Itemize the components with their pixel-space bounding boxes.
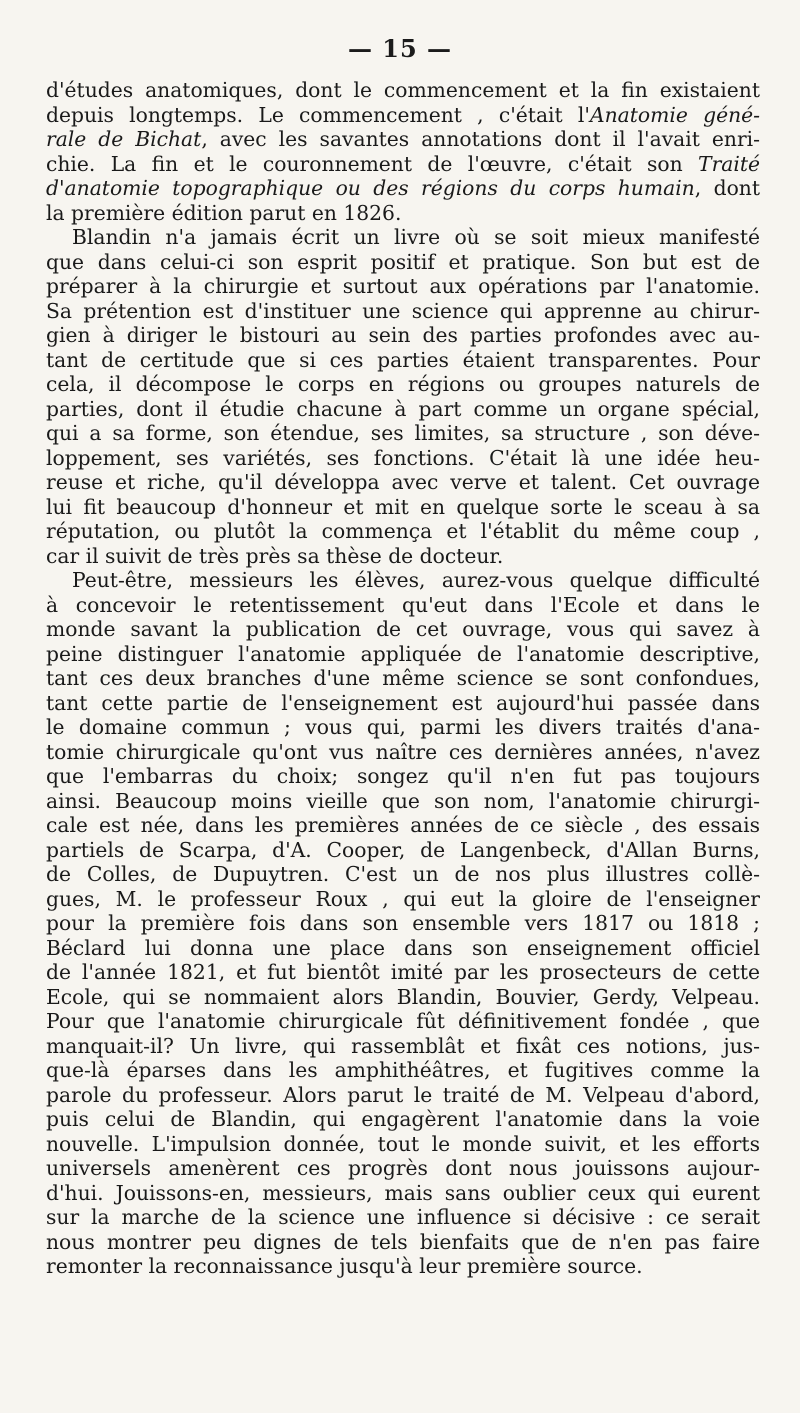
text-line	[46, 1181, 760, 1206]
text-segment: cela, il décompose le corps en régions ou groupes naturels de	[46, 372, 760, 396]
text-segment: reuse et riche, qu'il développa avec verve et talent. Cet ouvrage	[46, 470, 760, 494]
text-segment: la première édition parut en 1826.	[46, 200, 402, 225]
text-segment: depuis longtemps. Le commencement , c'était l'	[46, 102, 590, 127]
text-segment: que-là éparses dans les amphithéâtres, et fugitives comme la	[46, 1058, 760, 1082]
text-segment: cale est née, dans les premières années de ce siècle , des essais	[46, 813, 760, 837]
text-line	[46, 862, 760, 887]
text-line	[46, 225, 760, 250]
text-line	[46, 519, 760, 544]
text-line	[46, 274, 760, 299]
text-segment: tomie chirurgicale qu'ont vus naître ces dernières années, n'avez	[46, 739, 760, 764]
text-line	[46, 495, 760, 520]
text-line	[46, 911, 760, 936]
text-line	[46, 1205, 760, 1230]
text-segment: Pour que l'anatomie chirurgicale fût définitivement fondée , que	[46, 1009, 760, 1033]
text-line	[46, 617, 760, 642]
italic-text: rale de Bichat	[46, 127, 202, 151]
text-segment: remonter la reconnaissance jusqu'à leur première source.	[46, 1254, 643, 1278]
text-line	[46, 397, 760, 422]
text-line	[46, 813, 760, 838]
text-segment: nouvelle. L'impulsion donnée, tout le monde suivit, et les efforts	[46, 1131, 760, 1156]
text-line	[46, 152, 760, 177]
text-line	[46, 1034, 760, 1059]
text-segment: pour la première fois dans son ensemble vers 1817 ou 1818 ;	[46, 911, 760, 935]
text-segment: d'études anatomiques, dont le commencement et la fin existaient	[46, 78, 760, 102]
text-segment: que l'embarras du choix; songez qu'il n'en fut pas toujours	[46, 764, 760, 788]
text-segment: monde savant la publication de cet ouvrage, vous qui savez à	[46, 617, 760, 641]
text-line	[46, 323, 760, 348]
text-segment: parole du professeur. Alors parut le traité de M. Velpeau d'abord,	[46, 1082, 760, 1107]
text-segment: peine distinguer l'anatomie appliquée de l'anatomie descriptive,	[46, 641, 760, 666]
text-line	[46, 1009, 760, 1034]
text-line	[46, 887, 760, 912]
text-line	[46, 201, 760, 226]
text-segment: Blandin n'a jamais écrit un livre où se soit mieux manifesté	[72, 225, 760, 249]
text-segment: de l'année 1821, et fut bientôt imité par les prosecteurs de cette	[46, 960, 760, 984]
text-line	[46, 740, 760, 765]
text-segment: de Colles, de Dupuytren. C'est un de nos plus illustres collè-	[46, 862, 760, 886]
text-segment: tant cette partie de l'enseignement est aujourd'hui passée dans	[46, 690, 760, 715]
text-segment: tant ces deux branches d'une même science se sont confondues,	[46, 666, 760, 690]
text-line	[46, 299, 760, 324]
text-line	[46, 985, 760, 1010]
text-line	[46, 1083, 760, 1108]
text-line	[46, 960, 760, 985]
text-line	[46, 1107, 760, 1132]
text-line	[46, 348, 760, 373]
text-segment: manquait-il? Un livre, qui rassemblât et fixât ces notions, jus-	[46, 1033, 760, 1058]
text-line	[46, 715, 760, 740]
text-line	[46, 470, 760, 495]
italic-text: Anatomie géné-	[589, 102, 760, 127]
text-segment: chie. La fin et le couronnement de l'œuvre, c'était son	[46, 151, 699, 176]
text-segment: Béclard lui donna une place dans son enseignement officiel	[46, 935, 760, 960]
text-segment: lui fit beaucoup d'honneur et mit en quelque sorte le sceau à sa	[46, 494, 760, 519]
text-segment: ainsi. Beaucoup moins vieille que son nom, l'anatomie chirurgi-	[46, 788, 760, 813]
text-line	[46, 642, 760, 667]
text-segment: Sa prétention est d'instituer une science qui apprenne au chirur-	[46, 298, 760, 323]
text-segment: , dont	[694, 176, 760, 200]
text-segment: partiels de Scarpa, d'A. Cooper, de Langenbeck, d'Allan Burns,	[46, 837, 760, 862]
italic-text: d'anatomie topographique ou des régions du corps humain	[46, 176, 695, 200]
text-line	[46, 372, 760, 397]
text-line	[46, 1230, 760, 1255]
text-segment: sur la marche de la science une influence si décisive : ce serait	[46, 1205, 760, 1229]
text-segment: que dans celui-ci son esprit positif et pratique. Son but est de	[46, 249, 760, 274]
text-segment: universels amenèrent ces progrès dont nous jouissons aujour-	[46, 1156, 760, 1180]
text-line	[46, 666, 760, 691]
text-segment: parties, dont il étudie chacune à part comme un organe spécial,	[46, 396, 760, 421]
text-segment: qui a sa forme, son étendue, ses limites, sa structure , son déve-	[46, 421, 760, 445]
text-segment: puis celui de Blandin, qui engagèrent l'anatomie dans la voie	[46, 1107, 760, 1131]
text-segment: gien à diriger le bistouri au sein des parties profondes avec au-	[46, 323, 760, 347]
text-segment: tant de certitude que si ces parties étaient transparentes. Pour	[46, 347, 760, 372]
text-segment: Ecole, qui se nommaient alors Blandin, Bouvier, Gerdy, Velpeau.	[46, 984, 760, 1009]
text-line	[46, 250, 760, 275]
text-line	[46, 789, 760, 814]
body-text	[46, 78, 760, 1279]
text-line	[46, 544, 760, 569]
text-segment: nous montrer peu dignes de tels bienfaits que de n'en pas faire	[46, 1229, 760, 1254]
text-line	[46, 764, 760, 789]
italic-text: Traité	[698, 151, 760, 176]
text-segment: , avec les savantes annotations dont il l'avait enri-	[201, 127, 760, 151]
text-line	[46, 1058, 760, 1083]
text-line	[46, 593, 760, 618]
text-segment: réputation, ou plutôt la commença et l'établit du même coup ,	[46, 519, 760, 543]
text-line	[46, 936, 760, 961]
text-line	[46, 691, 760, 716]
text-line	[46, 1156, 760, 1181]
text-segment: Peut-être, messieurs les élèves, aurez-vous quelque difficulté	[72, 568, 760, 592]
text-segment: loppement, ses variétés, ses fonctions. C'était là une idée heu-	[46, 445, 760, 470]
text-segment: gues, M. le professeur Roux , qui eut la gloire de l'enseigner	[46, 886, 760, 911]
page-number: — 15 —	[347, 34, 453, 63]
text-segment: d'hui. Jouissons-en, messieurs, mais sans oublier ceux qui eurent	[46, 1180, 760, 1205]
text-line	[46, 103, 760, 128]
text-line	[46, 176, 760, 201]
text-line	[46, 446, 760, 471]
text-line	[46, 1254, 760, 1279]
text-line	[46, 568, 760, 593]
text-line	[46, 78, 760, 103]
text-segment: car il suivit de très près sa thèse de docteur.	[46, 543, 504, 568]
text-segment: préparer à la chirurgie et surtout aux opérations par l'anatomie.	[46, 274, 760, 298]
text-line	[46, 127, 760, 152]
text-segment: le domaine commun ; vous qui, parmi les divers traités d'ana-	[46, 715, 760, 739]
text-segment: à concevoir le retentissement qu'eut dans l'Ecole et dans le	[46, 592, 760, 617]
text-line	[46, 838, 760, 863]
text-line	[46, 421, 760, 446]
text-line	[46, 1132, 760, 1157]
